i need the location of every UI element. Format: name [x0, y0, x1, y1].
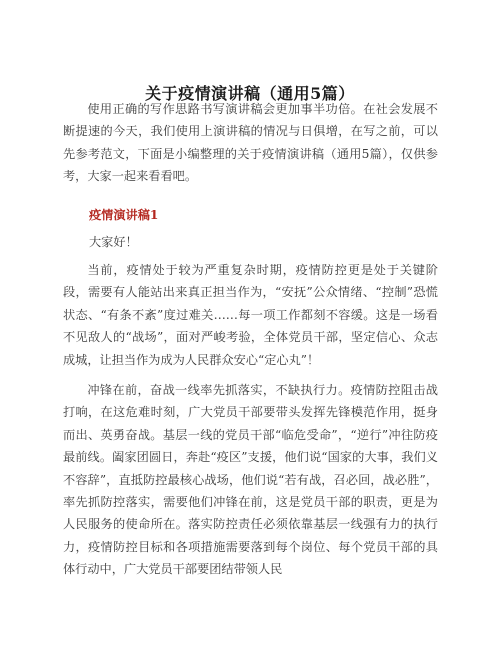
body-paragraph-1: 当前，疫情处于较为严重复杂时期，疫情防控更是处于关键阶段，需要有人能站出来真正担当作为，“安抚”公众情绪、“控制”恐慌状态、“有条不紊”度过难关……每一项工作都刻不容缓。这是一场看不见敌人的“战场”，面对严峻考验，全体党员干部，坚定信心、众志成城，让担当作为成为人民群众安心“定心丸”！	[63, 263, 438, 367]
body-paragraph-2: 冲锋在前，奋战一线率先抓落实，不缺执行力。疫情防控阻击战打响，在这危难时刻，广大党员干部要带头发挥先锋模范作用，挺身而出、英勇奋战。基层一线的党员干部“临危受命”，“逆行”冲往防疫最前线。阖家团圆日，奔赴“疫区”支援，他们说“国家的大事，我们义不容辞”，直抵防控最核心战场，他们说“若有战，召必回，战必胜”，率先抓防控落实，需要他们冲锋在前，这是党员干部的职责，更是为人民服务的使命所在。落实防控责任必须依靠基层一线强有力的执行力，疫情防控目标和各项措施需要落到每个岗位、每个党员干部的具体行动中，广大党员干部要团结带领人民	[63, 383, 438, 577]
section-heading: 疫情演讲稿1	[89, 208, 159, 222]
document-title: 关于疫情演讲稿（通用5篇）	[145, 83, 355, 103]
intro-paragraph: 使用正确的写作思路书写演讲稿会更加事半功倍。在社会发展不断提速的今天，我们使用上演讲稿的情况与日俱增，在写之前，可以先参考范文，下面是小编整理的关于疫情演讲稿（通用5篇），仅供参考，大家一起来看看吧。	[63, 102, 438, 184]
greeting-text: 大家好！	[89, 235, 138, 249]
